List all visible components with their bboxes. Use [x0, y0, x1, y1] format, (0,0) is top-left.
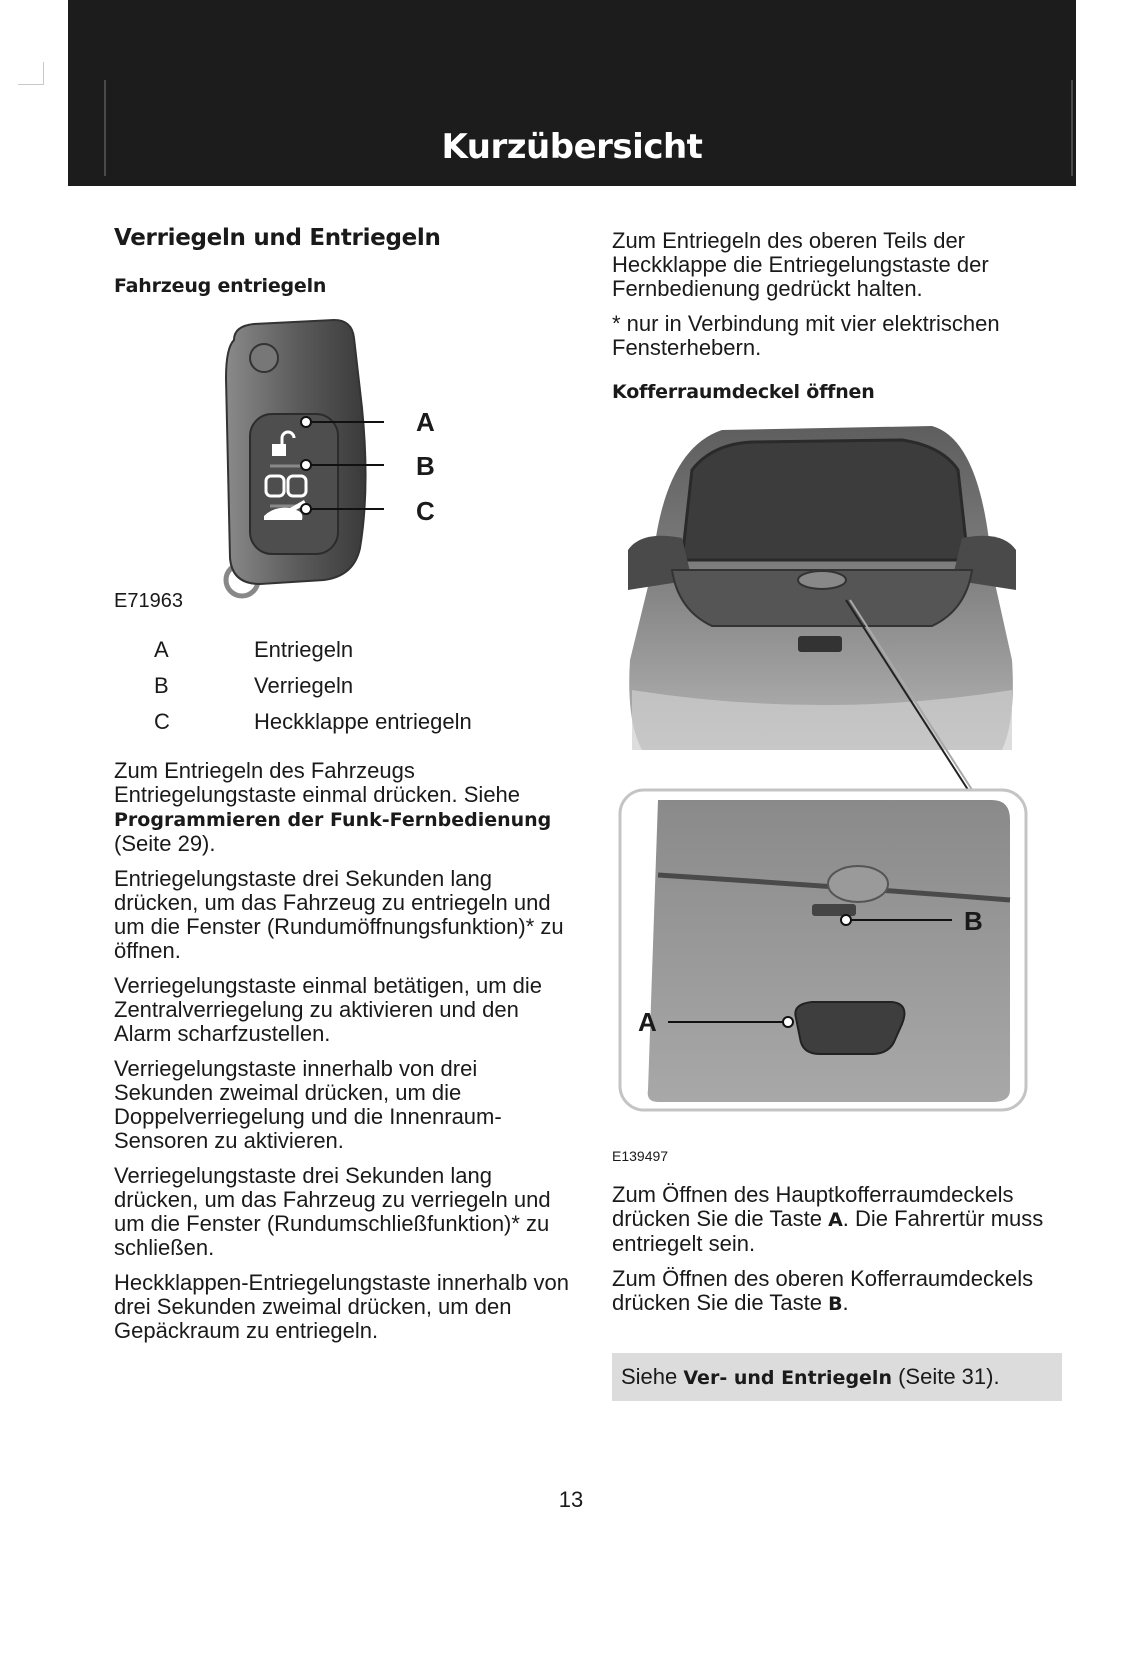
callout-label-a: A — [638, 1007, 657, 1037]
body-paragraph: Verriegelungstaste innerhalb von drei Sekunden zweimal drücken, um die Doppelverriegelung und die Innenraum-Sensoren zu aktivieren. — [114, 1056, 502, 1153]
legend-row — [114, 637, 472, 673]
subsection-heading: Fahrzeug entriegeln — [114, 275, 327, 297]
body-paragraph: Verriegelungstaste einmal betätigen, um die Zentralverriegelung zu aktivieren und den Alarm scharfzustellen. — [114, 973, 543, 1046]
tailgate-figure — [612, 420, 1032, 1120]
callout-label-b: B — [964, 906, 983, 936]
page-title: Kurzübersicht — [441, 127, 703, 167]
figure-code: E71963 — [114, 590, 183, 612]
left-body — [114, 759, 576, 1354]
right-body — [612, 1183, 1062, 1327]
legend-label: Entriegeln — [254, 637, 354, 662]
legend-table — [114, 637, 472, 745]
body-paragraph — [612, 1183, 1062, 1256]
body-paragraph: Verriegelungstaste drei Sekunden lang drücken, um das Fahrzeug zu verriegeln und um die Fenster (Rundumschließfunktion)* zu schließen. — [114, 1163, 551, 1260]
page-header — [68, 0, 1076, 186]
key-label: B — [828, 1293, 843, 1315]
body-text: . Die Fahrertür muss entriegelt sein. — [612, 1206, 1044, 1256]
see-also-box — [612, 1353, 1062, 1401]
page-reference: (Seite 31). — [891, 1364, 1000, 1389]
zoom-inset — [620, 790, 1026, 1110]
legend-label: Verriegeln — [254, 673, 354, 698]
body-paragraph: * nur in Verbindung mit vier elektrischen Fensterhebern. — [612, 311, 1000, 360]
cross-reference-link[interactable]: Programmieren der Funk-Fernbedienung — [114, 809, 552, 831]
body-text: . — [842, 1290, 849, 1315]
body-paragraph: Entriegelungstaste drei Sekunden lang drücken, um das Fahrzeug zu entriegeln und um die Fenster (Rundumöffnungsfunktion)* zu öffnen. — [114, 866, 564, 963]
legend-row — [114, 673, 472, 709]
cross-reference-link[interactable]: Ver- und Entriegeln — [683, 1367, 892, 1389]
body-paragraph: Zum Entriegeln des oberen Teils der Heckklappe die Entriegelungstaste der Fernbedienung gedrückt halten. — [612, 228, 989, 301]
key-label: A — [828, 1209, 843, 1231]
figure-code: E139497 — [612, 1148, 669, 1164]
key-fob-figure — [114, 318, 454, 614]
right-column-top — [612, 229, 1062, 404]
body-paragraph: Heckklappen-Entriegelungstaste innerhalb von drei Sekunden zweimal drücken, um den Gepäckraum zu entriegeln. — [114, 1270, 569, 1343]
left-column — [114, 226, 574, 298]
legend-key: B — [154, 673, 169, 698]
key-fob-illustration — [226, 320, 366, 596]
body-paragraph — [612, 1267, 1062, 1316]
body-text: Zum Öffnen des oberen Kofferraumdeckels drücken Sie die Taste — [612, 1266, 1034, 1315]
legend-key: C — [154, 709, 170, 734]
callout-label-a: A — [416, 407, 435, 437]
body-text: Zum Entriegeln des Fahrzeugs Entriegelungstaste einmal drücken. Siehe — [114, 758, 521, 807]
body-text: Zum Öffnen des Hauptkofferraumdeckels drücken Sie die Taste — [612, 1182, 1014, 1231]
callout-label-b: B — [416, 451, 435, 481]
page-reference: (Seite 29). — [114, 831, 216, 856]
legend-row — [114, 709, 472, 745]
page-number: 13 — [558, 1487, 584, 1512]
subsection-heading: Kofferraumdeckel öffnen — [612, 381, 875, 403]
body-paragraph — [114, 759, 576, 856]
crop-mark — [18, 62, 44, 85]
body-text: Siehe — [621, 1364, 684, 1389]
car-rear-illustration — [628, 426, 1016, 750]
section-heading: Verriegeln und Entriegeln — [114, 225, 441, 251]
legend-key: A — [154, 637, 169, 662]
callout-label-c: C — [416, 496, 435, 526]
legend-label: Heckklappe entriegeln — [254, 709, 472, 734]
